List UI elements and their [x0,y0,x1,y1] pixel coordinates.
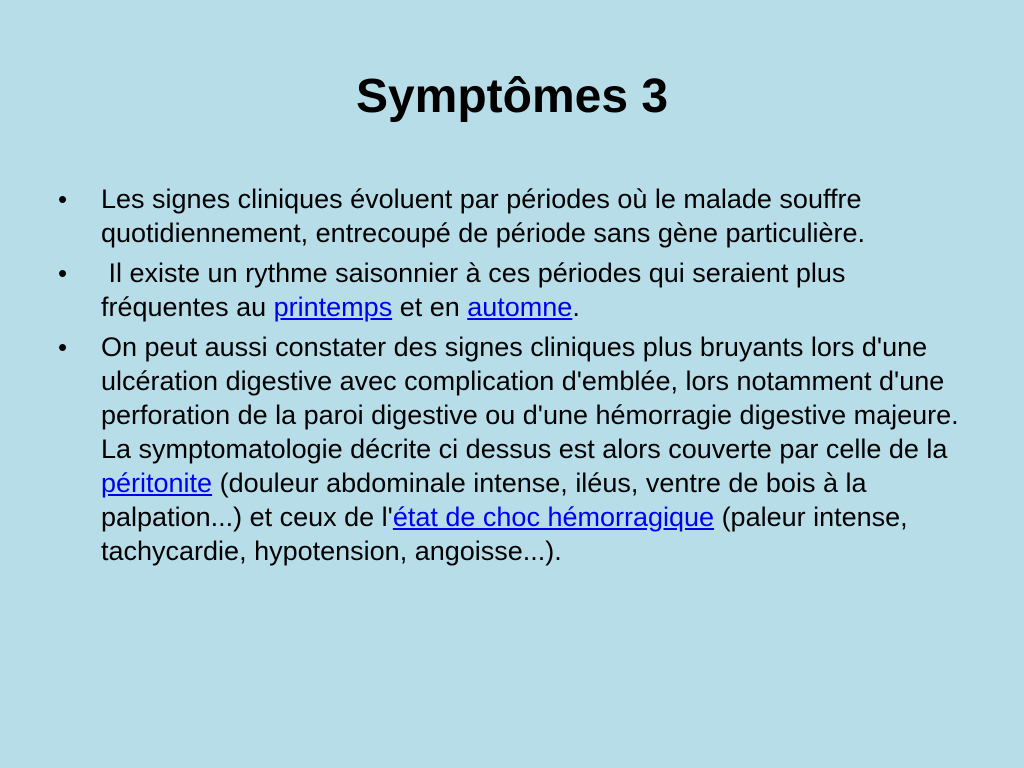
bullet-text: (douleur abdominale intense, iléus, ventre de bois à la palpation...) et ceux de l' [101,468,867,532]
link-etat-de-choc-hemorragique[interactable]: état de choc hémorragique [392,502,715,532]
bullet-text: . [572,292,580,322]
bullet-text: et en [392,292,468,322]
bullet-item-3 [58,330,978,568]
bullet-dot-icon: • [58,184,68,214]
bullet-text: Les signes cliniques évoluent par périodes où le malade souffre quotidiennement, entrecoupé de période sans gène particulière. [101,184,866,248]
slide-title: Symptômes 3 [355,70,669,123]
link-peritonite[interactable]: péritonite [101,468,213,498]
bullet-text: (paleur intense, tachycardie, hypotension, angoisse...). [101,502,908,566]
bullet-dot-icon: • [58,258,68,288]
link-automne[interactable]: automne [467,292,573,322]
bullet-item-2 [58,256,978,324]
bullet-text: On peut aussi constater des signes cliniques plus bruyants lors d'une ulcération digestive avec complication d'emblée, lors notamment d'une perforation de la paroi digestive ou d'une hémorragie digestive majeure. La symptomatologie décrite ci dessus est alors couverte par celle de la [101,332,959,464]
bullet-list [58,182,978,574]
bullet-text: Il existe un rythme saisonnier à ces périodes qui seraient plus fréquentes au [101,258,853,322]
bullet-item-1 [58,182,978,250]
link-printemps[interactable]: printemps [273,292,393,322]
bullet-dot-icon: • [58,332,68,362]
